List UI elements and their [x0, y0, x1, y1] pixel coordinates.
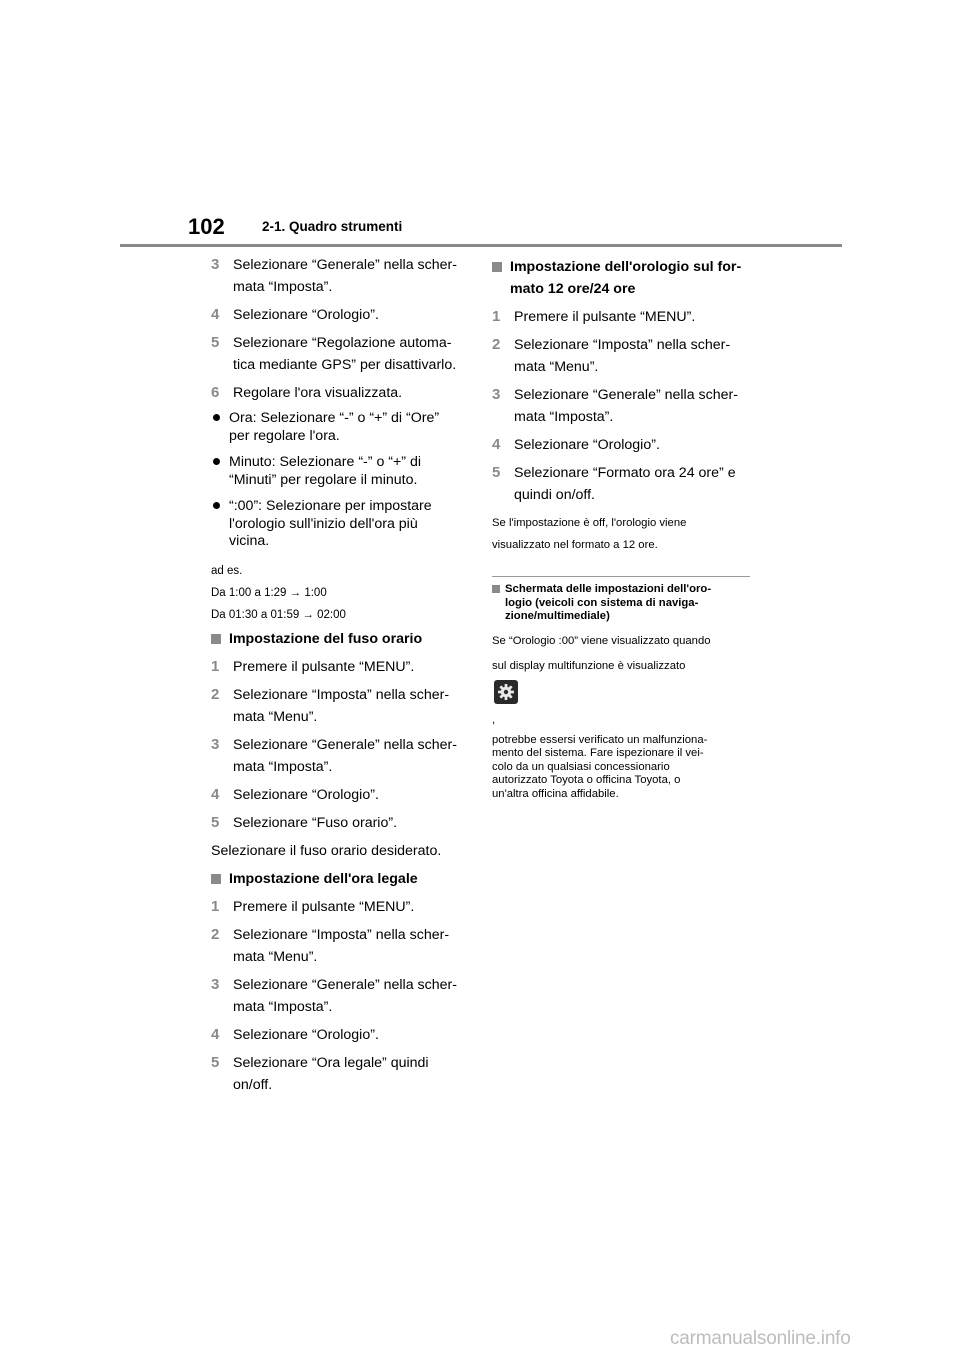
steps-12-24 — [492, 306, 752, 506]
step-item — [211, 684, 471, 728]
format-note-line: visualizzato nel formato a 12 ore. — [492, 539, 658, 551]
step-number: 1 — [492, 308, 501, 325]
step-item — [492, 334, 752, 378]
step-item — [211, 382, 471, 404]
step-number: 2 — [211, 685, 220, 703]
step-item — [492, 462, 752, 506]
step-number: 3 — [211, 735, 220, 753]
section-title: 2-1. Quadro strumenti — [262, 219, 403, 234]
step-number: 1 — [211, 657, 220, 675]
step-item — [211, 896, 471, 918]
left-column — [211, 254, 471, 1102]
note-line: Se “Orologio :00” viene visualizzato quando — [492, 634, 711, 647]
step-item — [211, 304, 471, 326]
step-text: Selezionare “Imposta” nella scher- — [233, 686, 450, 703]
step-item — [211, 924, 471, 968]
right-column — [492, 254, 752, 801]
format-note — [492, 512, 752, 556]
bullet-item — [211, 410, 471, 445]
step-text: Selezionare “Generale” nella scher- — [233, 257, 457, 273]
step-text: Selezionare “Regolazione automa- — [233, 335, 452, 351]
note-box-divider — [492, 576, 750, 577]
step-text: Selezionare “Orologio”. — [514, 437, 660, 453]
adjust-bullets — [211, 410, 471, 551]
example-note — [211, 560, 471, 626]
heading-text: Impostazione del fuso orario — [229, 630, 423, 647]
step-text: Premere il pulsante “MENU”. — [233, 658, 415, 675]
step-item — [211, 254, 471, 298]
watermark: carmanualsonline.info — [670, 1328, 851, 1349]
bullet-text: “:00”: Selezionare per impostare — [229, 498, 432, 514]
steps-dst — [211, 896, 471, 1096]
step-item — [211, 734, 471, 778]
step-number: 5 — [211, 1053, 220, 1071]
step-number: 4 — [211, 785, 220, 803]
step-text: mata “Imposta”. — [233, 279, 333, 295]
page-header — [0, 0, 960, 250]
bullet-item — [211, 498, 471, 551]
step-text: Selezionare “Fuso orario”. — [233, 814, 398, 831]
note-text: sul display multifunzione è visualizzato — [492, 659, 686, 672]
step-number: 1 — [211, 897, 220, 915]
bullet-text: “Minuti” per regolare il minuto. — [229, 471, 418, 488]
step-text: Regolare l'ora visualizzata. — [233, 385, 403, 401]
step-text: Selezionare “Ora legale” quindi — [233, 1054, 429, 1071]
step-item — [211, 812, 471, 834]
step-number: 3 — [211, 975, 220, 993]
note-line: potrebbe essersi verificato un malfunziona- — [492, 733, 708, 746]
bullet-text: Minuto: Selezionare “-” o “+” di — [229, 454, 422, 470]
note-line: autorizzato Toyota o officina Toyota, o — [492, 774, 681, 786]
note-box-text — [492, 630, 752, 802]
note-text: , — [492, 713, 496, 726]
step-number: 2 — [211, 925, 220, 943]
step-item — [211, 1024, 471, 1046]
step-text: Selezionare “Orologio”. — [233, 1026, 379, 1043]
step-number: 3 — [492, 386, 501, 403]
step-text: tica mediante GPS” per disattivarlo. — [233, 357, 457, 373]
step-item — [211, 656, 471, 678]
step-item — [211, 974, 471, 1018]
note-heading-line: logio (veicoli con sistema di naviga- — [505, 596, 699, 609]
note-heading-line: zione/multimediale) — [505, 610, 610, 622]
heading-text: Impostazione dell'orologio sul for- — [510, 259, 742, 275]
heading-text: mato 12 ore/24 ore — [510, 281, 636, 297]
note-line: un'altra officina affidabile. — [492, 787, 619, 800]
step-number: 3 — [211, 256, 220, 273]
step-item — [492, 384, 752, 428]
step-item — [211, 784, 471, 806]
step-text: Selezionare “Imposta” nella scher- — [514, 337, 731, 353]
step-text: mata “Imposta”. — [233, 758, 333, 775]
example-line: Da 1:00 a 1:29 → 1:00 — [211, 586, 327, 599]
step-item — [492, 434, 752, 456]
step-number: 5 — [492, 464, 501, 481]
step-text: Selezionare “Orologio”. — [233, 307, 379, 323]
bullet-text: Ora: Selezionare “-” o “+” di “Ore” — [229, 410, 440, 426]
page-number: 102 — [188, 214, 225, 239]
step-text: mata “Imposta”. — [233, 998, 333, 1015]
step-item — [211, 332, 471, 376]
bullet-item — [211, 454, 471, 489]
example-line: Da 01:30 a 01:59 → 02:00 — [211, 608, 346, 621]
timezone-text: Selezionare il fuso orario desiderato. — [211, 842, 442, 859]
note-line: mento del sistema. Fare ispezionare il vei- — [492, 747, 704, 759]
bullet-text: vicina. — [229, 533, 270, 549]
step-number: 2 — [492, 336, 501, 353]
step-text: Selezionare “Generale” nella scher- — [233, 736, 457, 753]
note-box-heading — [492, 583, 752, 624]
heading-text: Impostazione dell'ora legale — [229, 870, 418, 887]
step-text: Premere il pulsante “MENU”. — [233, 898, 415, 915]
note-line-with-icon — [492, 652, 752, 734]
step-text: Premere il pulsante “MENU”. — [514, 309, 696, 325]
step-text: quindi on/off. — [514, 487, 595, 503]
steps-timezone — [211, 656, 471, 834]
step-text: Selezionare “Generale” nella scher- — [233, 976, 457, 993]
settings-gear-icon — [494, 680, 518, 704]
step-number: 4 — [211, 1025, 220, 1043]
bullet-text: per regolare l'ora. — [229, 427, 340, 444]
format-note-line: Se l'impostazione è off, l'orologio viene — [492, 517, 687, 529]
step-text: Selezionare “Formato ora 24 ore” e — [514, 465, 736, 481]
bullet-text: l'orologio sull'inizio dell'ora più — [229, 515, 418, 532]
step-item — [211, 1052, 471, 1096]
step-number: 4 — [492, 436, 501, 453]
step-text: Selezionare “Orologio”. — [233, 786, 379, 803]
heading-12-24 — [492, 256, 752, 300]
step-number: 5 — [211, 334, 220, 351]
step-text: on/off. — [233, 1076, 273, 1093]
step-number: 4 — [211, 306, 220, 323]
step-text: Selezionare “Imposta” nella scher- — [233, 926, 450, 943]
step-text: mata “Imposta”. — [514, 409, 614, 425]
step-item — [492, 306, 752, 328]
note-heading-line: Schermata delle impostazioni dell'oro- — [505, 583, 712, 595]
steps-clock-manual — [211, 254, 471, 404]
note-line: colo da un qualsiasi concessionario — [492, 760, 670, 773]
step-text: mata “Menu”. — [233, 708, 318, 725]
step-text: mata “Menu”. — [233, 948, 318, 965]
heading-dst — [211, 868, 471, 890]
step-text: Selezionare “Generale” nella scher- — [514, 387, 738, 403]
header-divider — [120, 244, 842, 247]
example-line: ad es. — [211, 564, 243, 577]
step-number: 6 — [211, 384, 220, 401]
step-text: mata “Menu”. — [514, 359, 599, 375]
heading-timezone — [211, 628, 471, 650]
step-number: 5 — [211, 813, 220, 831]
